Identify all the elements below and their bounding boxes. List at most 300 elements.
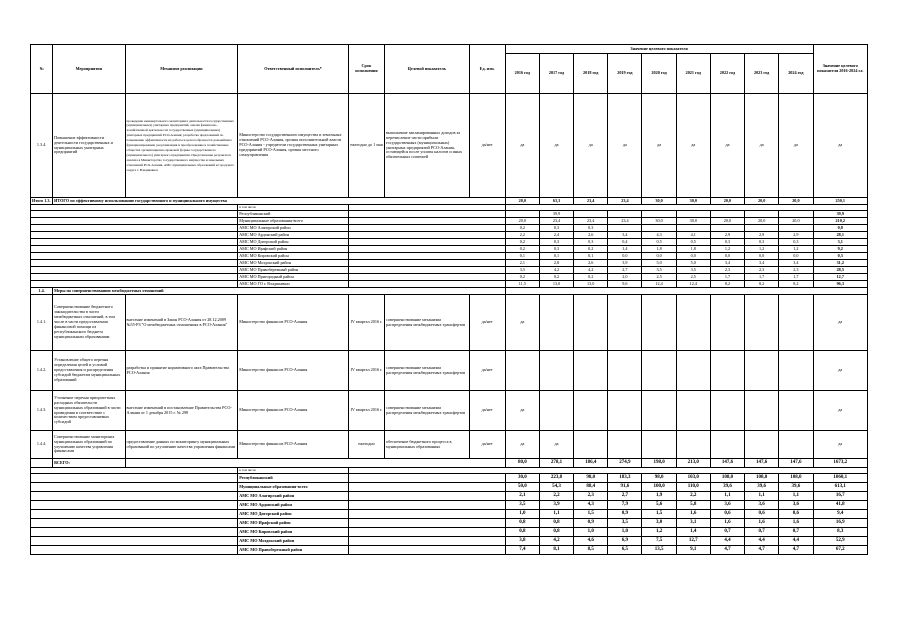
indicator-text: совершенствование механизма распределения межбюджетных трансфертов xyxy=(385,351,469,391)
term-text: IV квартал 2016 г. xyxy=(348,391,384,431)
breakdown-name: АМС МО Алагирский район xyxy=(238,225,349,232)
empty-cell xyxy=(348,232,505,239)
value-cell: 20,0 xyxy=(779,218,813,225)
value-cell: 3,5 xyxy=(505,501,539,510)
breakdown-row xyxy=(31,546,868,555)
value-cell: 0,3 xyxy=(539,225,573,232)
value-cell: 2,9 xyxy=(779,232,813,239)
value-cell xyxy=(642,351,676,391)
year-header-8: 2024 год xyxy=(779,54,813,94)
year-header-7: 2023 год xyxy=(745,54,779,94)
empty-cell xyxy=(348,218,505,225)
empty-cell xyxy=(31,546,238,555)
mechanism-text: внесение изменений в Закон РСО-Алания от 28.12.2009 №55-РЗ "О межбюджетных отношениях в РСО-Алания" xyxy=(125,295,238,351)
value-cell: 147,6 xyxy=(779,459,813,468)
value-cell xyxy=(676,351,710,391)
total-cell: 0,3 xyxy=(813,253,868,260)
value-cell: 1,1 xyxy=(539,510,573,519)
value-cell: да xyxy=(539,431,573,459)
value-cell: 2,7 xyxy=(608,492,642,501)
value-cell: 4,2 xyxy=(539,537,573,546)
value-cell: 8,1 xyxy=(539,546,573,555)
value-cell: да xyxy=(539,94,573,198)
unit-text: да/нет xyxy=(469,431,505,459)
value-cell: 4,4 xyxy=(779,537,813,546)
breakdown-name: АМС МО Моздокский район xyxy=(238,260,349,267)
value-cell: 2,6 xyxy=(574,232,608,239)
empty-cell xyxy=(505,288,867,295)
value-cell: 13,5 xyxy=(642,546,676,555)
value-cell: да xyxy=(505,391,539,431)
total-cell: 52,9 xyxy=(813,537,868,546)
empty-cell xyxy=(348,546,505,555)
value-cell: 1,0 xyxy=(608,528,642,537)
value-cell: 1,9 xyxy=(642,492,676,501)
empty-cell xyxy=(348,528,505,537)
value-cell: 5,6 xyxy=(642,501,676,510)
total-cell: 16,9 xyxy=(813,519,868,528)
empty-cell xyxy=(348,281,505,288)
value-cell: 2,2 xyxy=(505,232,539,239)
total-cell: 28,5 xyxy=(813,267,868,274)
total-cell: 3,1 xyxy=(813,239,868,246)
breakdown-row xyxy=(31,501,868,510)
value-cell: 3,9 xyxy=(539,501,573,510)
year-header-3: 2019 год xyxy=(608,54,642,94)
value-cell: 1,5 xyxy=(574,510,608,519)
breakdown-name: АМС МО ГО г. Владикавказ xyxy=(238,281,349,288)
col-header-unit: Ед. изм. xyxy=(469,45,505,94)
empty-cell xyxy=(31,459,53,468)
row-number: 1.4.2. xyxy=(31,351,53,391)
total-cell: да xyxy=(813,391,868,431)
executor-text: Министерство финансов РСО-Алания xyxy=(238,391,349,431)
value-cell: 0,2 xyxy=(505,225,539,232)
value-cell xyxy=(608,295,642,351)
value-cell: 0,6 xyxy=(779,510,813,519)
empty-cell xyxy=(31,281,238,288)
value-cell xyxy=(745,391,779,431)
empty-cell xyxy=(31,246,238,253)
year-header-6: 2022 год xyxy=(710,54,744,94)
value-cell: 0,1 xyxy=(539,253,573,260)
empty-cell xyxy=(125,459,505,468)
breakdown-name: АМС МО Моздокский район xyxy=(238,537,349,546)
value-cell: 0,3 xyxy=(779,239,813,246)
value-cell: 4,6 xyxy=(574,537,608,546)
value-cell: 0,6 xyxy=(745,510,779,519)
value-cell: 9,6 xyxy=(608,281,642,288)
value-cell: 108,0 xyxy=(710,474,744,483)
breakdown-name: Муниципальные образования-всего xyxy=(238,218,349,225)
empty-cell xyxy=(31,253,238,260)
measure-text: Совершенствование мониторинга муниципальных образований по улучшению качества управления финансами xyxy=(53,431,125,459)
value-cell: 0,2 xyxy=(505,246,539,253)
value-cell: 39,6 xyxy=(779,483,813,492)
value-cell: 12,4 xyxy=(676,281,710,288)
value-cell: 3,5 xyxy=(505,267,539,274)
col-header-total: Значение целевого показателя 2016-2024 г.г. xyxy=(813,45,868,94)
value-cell: 0,1 xyxy=(505,253,539,260)
value-cell: 11,5 xyxy=(505,281,539,288)
value-cell: 1,6 xyxy=(710,519,744,528)
value-cell: 0,0 xyxy=(608,253,642,260)
total-cell: 12,7 xyxy=(813,274,868,281)
measure-text: Уточнение перечня приоритетных расходных обязательств муниципальных образований в части приведения в соответствие с количеством предоставляемых субсидий xyxy=(53,391,125,431)
value-cell: 2,0 xyxy=(608,274,642,281)
breakdown-row xyxy=(31,510,868,519)
value-cell xyxy=(608,351,642,391)
mechanism-text: разработка и принятие нормативного акта Правительства РСО-Алания xyxy=(125,351,238,391)
value-cell: 6,9 xyxy=(608,537,642,546)
value-cell: 1,2 xyxy=(642,528,676,537)
breakdown-row xyxy=(31,274,868,281)
value-cell xyxy=(642,431,676,459)
value-cell: 1,0 xyxy=(574,528,608,537)
value-cell: 12,7 xyxy=(676,537,710,546)
value-cell: 30,0 xyxy=(676,218,710,225)
empty-cell xyxy=(348,260,505,267)
value-cell xyxy=(574,211,608,218)
term-text: IV квартал 2016 г. xyxy=(348,295,384,351)
value-cell xyxy=(642,391,676,431)
breakdown-row xyxy=(31,211,868,218)
executor-text: Министерство финансов РСО-Алания xyxy=(238,351,349,391)
itog-label: ИТОГО по эффективному использованию государственного и муниципального имущества xyxy=(53,198,506,205)
value-cell: 3,6 xyxy=(710,501,744,510)
value-cell xyxy=(574,351,608,391)
year-header-0: 2016 год xyxy=(505,54,539,94)
value-cell: 1,2 xyxy=(779,246,813,253)
breakdown-row xyxy=(31,267,868,274)
value-cell: 223,8 xyxy=(539,474,573,483)
breakdown-name: АМС МО Ирафский район xyxy=(238,519,349,528)
value-cell xyxy=(642,211,676,218)
empty-cell xyxy=(31,274,238,281)
value-cell: 147,6 xyxy=(745,459,779,468)
value-cell: 13,0 xyxy=(574,281,608,288)
value-cell xyxy=(608,225,642,232)
value-cell: 3,8 xyxy=(505,537,539,546)
value-cell xyxy=(710,225,744,232)
total-cell: 9,4 xyxy=(813,510,868,519)
inc-label: в том числе xyxy=(238,205,349,211)
value-cell: 3,1 xyxy=(676,519,710,528)
value-cell: 4,1 xyxy=(676,232,710,239)
empty-cell xyxy=(31,474,238,483)
value-cell: 2,7 xyxy=(608,267,642,274)
value-cell: 4,3 xyxy=(642,232,676,239)
value-cell: да xyxy=(710,94,744,198)
row-number: 1.3.4. xyxy=(31,94,53,198)
breakdown-row xyxy=(31,232,868,239)
term-text: ежегодно до 1 мая xyxy=(348,94,384,198)
value-cell: 1,7 xyxy=(745,274,779,281)
mechanism-text: внесение изменений в постановление Правительства РСО-Алания от 1 декабря 2015 г. № 298 xyxy=(125,391,238,431)
value-cell: 2,8 xyxy=(539,260,573,267)
empty-cell xyxy=(31,239,238,246)
value-cell: 7,5 xyxy=(642,537,676,546)
value-cell: 4,7 xyxy=(745,546,779,555)
breakdown-row xyxy=(31,260,868,267)
inc-label: в том числе xyxy=(238,468,349,474)
value-cell: 1,7 xyxy=(710,274,744,281)
value-cell: 274,9 xyxy=(608,459,642,468)
value-cell: 39,6 xyxy=(745,483,779,492)
value-cell: 1,4 xyxy=(608,246,642,253)
value-cell: 39,9 xyxy=(539,211,573,218)
value-cell: 0,7 xyxy=(710,528,744,537)
value-cell: 3,5 xyxy=(642,267,676,274)
value-cell xyxy=(710,431,744,459)
value-cell: 2,2 xyxy=(539,492,573,501)
value-cell: 3,4 xyxy=(608,232,642,239)
breakdown-row xyxy=(31,225,868,232)
value-cell: да xyxy=(574,94,608,198)
value-cell: 4,4 xyxy=(710,537,744,546)
value-cell: 20,0 xyxy=(745,198,779,205)
year-header-2: 2018 год xyxy=(574,54,608,94)
value-cell: 0,5 xyxy=(642,239,676,246)
section-number: 1.4. xyxy=(31,288,53,295)
value-cell: 3,9 xyxy=(608,260,642,267)
value-cell: 2,5 xyxy=(676,274,710,281)
empty-cell xyxy=(31,519,238,528)
value-cell: 23,4 xyxy=(608,198,642,205)
total-cell: 9,2 xyxy=(813,246,868,253)
value-cell: 5,0 xyxy=(676,260,710,267)
col-header-indicator: Целевой показатель xyxy=(385,45,469,94)
breakdown-row xyxy=(31,474,868,483)
empty-cell xyxy=(31,260,238,267)
value-cell: 3,4 xyxy=(779,260,813,267)
breakdown-row xyxy=(31,528,868,537)
value-cell: 4,7 xyxy=(710,546,744,555)
empty-cell xyxy=(348,537,505,546)
breakdown-row xyxy=(31,246,868,253)
total-cell: 210,2 xyxy=(813,218,868,225)
document-page xyxy=(30,44,868,555)
value-cell: 5,8 xyxy=(676,501,710,510)
measure-row xyxy=(31,295,868,351)
value-cell: 0,4 xyxy=(608,239,642,246)
value-cell xyxy=(779,351,813,391)
mechanism-text: проведение ежеквартального мониторинга деятельности государственных (муниципальных) унитарных предприятий, анализ финансово-хозяйственной деятельности государственных (муниципальных) унитарных предприятий РСО-Алания; разработка предложений по повышению эффективности их работы и целесообразности дальнейшего функционирования; реорганизация и преобразование в хозяйственные общества организационно-правовой формы государственного (муниципального) унитарного предприятия. Представление результатов анализа в Министерство государственного имущества и земельных отношений РСО-Алания, АМС муниципальных образований и городского округа г. Владикавказ xyxy=(125,94,238,198)
value-cell: 2,3 xyxy=(574,492,608,501)
value-cell: 5,0 xyxy=(642,260,676,267)
value-cell: 3,6 xyxy=(779,501,813,510)
value-cell xyxy=(608,391,642,431)
value-cell: 0,7 xyxy=(779,528,813,537)
value-cell: 4,2 xyxy=(574,267,608,274)
breakdown-name: АМС МО Дигорский район xyxy=(238,239,349,246)
empty-cell xyxy=(31,225,238,232)
value-cell: 1,6 xyxy=(676,510,710,519)
total-cell: 41,8 xyxy=(813,501,868,510)
value-cell xyxy=(642,295,676,351)
value-cell: 0,2 xyxy=(574,274,608,281)
executor-text: Министерство финансов РСО-Алания xyxy=(238,295,349,351)
value-cell: 2,2 xyxy=(676,492,710,501)
value-cell: 3,0 xyxy=(642,519,676,528)
measure-text: Установление общего перечня определения целей и условий предоставления и распределения субсидий бюджетам муниципальных образований xyxy=(53,351,125,391)
row-number: 1.4.3. xyxy=(31,391,53,431)
value-cell: 7,4 xyxy=(505,546,539,555)
value-cell xyxy=(505,211,539,218)
total-cell: 613,1 xyxy=(813,483,868,492)
value-cell: 198,0 xyxy=(642,459,676,468)
value-cell: 20,0 xyxy=(505,198,539,205)
executor-text: Министерство финансов РСО-Алания xyxy=(238,431,349,459)
empty-cell xyxy=(31,537,238,546)
value-cell: 0,0 xyxy=(676,253,710,260)
value-cell xyxy=(779,295,813,351)
value-cell: 0,2 xyxy=(539,274,573,281)
value-cell: 30,0 xyxy=(676,198,710,205)
breakdown-name: АМС МО Кировский район xyxy=(238,253,349,260)
value-cell: 12,4 xyxy=(642,281,676,288)
value-cell: 50,0 xyxy=(505,483,539,492)
value-cell: 0,5 xyxy=(676,239,710,246)
value-cell: 0,8 xyxy=(505,528,539,537)
value-cell: 1,5 xyxy=(642,510,676,519)
value-cell xyxy=(710,211,744,218)
value-cell xyxy=(710,351,744,391)
value-cell xyxy=(779,225,813,232)
value-cell: 0,2 xyxy=(505,239,539,246)
value-cell: 0,2 xyxy=(574,246,608,253)
value-cell: 0,2 xyxy=(505,274,539,281)
measures-table xyxy=(30,44,868,555)
value-cell: 0,6 xyxy=(710,510,744,519)
value-cell: да xyxy=(505,295,539,351)
vsego-label: ВСЕГО: xyxy=(53,459,125,468)
value-cell xyxy=(539,295,573,351)
empty-cell xyxy=(348,267,505,274)
total-cell: 250,1 xyxy=(813,198,868,205)
value-cell: да xyxy=(505,94,539,198)
value-cell: 0,3 xyxy=(574,225,608,232)
value-cell: 1,1 xyxy=(745,492,779,501)
value-cell: 278,1 xyxy=(539,459,573,468)
value-cell xyxy=(539,351,573,391)
value-cell: 1,0 xyxy=(505,510,539,519)
value-cell: 3,5 xyxy=(676,267,710,274)
empty-cell xyxy=(348,239,505,246)
value-cell: 6,5 xyxy=(608,546,642,555)
value-cell: 1,1 xyxy=(710,492,744,501)
empty-cell xyxy=(348,246,505,253)
value-cell: 8,5 xyxy=(574,546,608,555)
empty-cell xyxy=(31,501,238,510)
value-cell: 2,3 xyxy=(779,267,813,274)
value-cell: 147,6 xyxy=(710,459,744,468)
value-cell: 0,0 xyxy=(779,253,813,260)
value-cell: 1,8 xyxy=(642,246,676,253)
value-cell xyxy=(574,431,608,459)
value-cell: 0,0 xyxy=(745,253,779,260)
value-cell xyxy=(505,351,539,391)
breakdown-name: АМС МО Дигорский район xyxy=(238,510,349,519)
year-header-5: 2021 год xyxy=(676,54,710,94)
value-cell: 4,7 xyxy=(779,546,813,555)
value-cell: 4,2 xyxy=(539,267,573,274)
total-cell: 8,3 xyxy=(813,528,868,537)
row-number: 1.4.1. xyxy=(31,295,53,351)
value-cell: 0,3 xyxy=(539,239,573,246)
col-header-measures: Мероприятия xyxy=(53,45,125,94)
value-cell: 8,2 xyxy=(745,281,779,288)
term-text: ежегодно xyxy=(348,431,384,459)
value-cell: 80,0 xyxy=(505,459,539,468)
value-cell: 23,4 xyxy=(574,218,608,225)
value-cell xyxy=(745,225,779,232)
value-cell: 3,4 xyxy=(745,260,779,267)
total-cell: да xyxy=(813,94,868,198)
value-cell: 1,7 xyxy=(779,274,813,281)
empty-cell xyxy=(348,225,505,232)
empty-cell xyxy=(348,253,505,260)
breakdown-row xyxy=(31,483,868,492)
breakdown-name: Муниципальные образования-всего xyxy=(238,483,349,492)
indicator-text: обеспечение бюджетного процесса в муниципальных образованиях xyxy=(385,431,469,459)
value-cell xyxy=(779,211,813,218)
value-cell: 98,0 xyxy=(574,474,608,483)
value-cell: 20,0 xyxy=(710,198,744,205)
breakdown-name: АМС МО Ардонский район xyxy=(238,232,349,239)
col-header-term: Срок исполнения xyxy=(348,45,384,94)
value-cell: 2,9 xyxy=(745,232,779,239)
breakdown-name: Республиканский xyxy=(238,474,349,483)
row-number: Итого 1.3. xyxy=(31,198,53,205)
value-cell xyxy=(745,211,779,218)
value-cell: 23,4 xyxy=(574,198,608,205)
empty-cell xyxy=(31,483,238,492)
measure-row xyxy=(31,431,868,459)
total-cell: да xyxy=(813,295,868,351)
value-cell: 2,1 xyxy=(505,260,539,267)
value-cell: 3,5 xyxy=(608,519,642,528)
empty-cell xyxy=(348,510,505,519)
value-cell xyxy=(608,431,642,459)
total-cell: 1060,1 xyxy=(813,474,868,483)
breakdown-name: АМС МО Алагирский район xyxy=(238,492,349,501)
section-1-4-row xyxy=(31,288,868,295)
value-cell xyxy=(676,295,710,351)
value-cell: 30,0 xyxy=(642,198,676,205)
col-header-no: № xyxy=(31,45,53,94)
value-cell: 13,0 xyxy=(539,281,573,288)
value-cell: 3,6 xyxy=(745,501,779,510)
value-cell xyxy=(608,211,642,218)
value-cell xyxy=(779,391,813,431)
value-cell: 0,9 xyxy=(574,519,608,528)
total-cell: да xyxy=(813,431,868,459)
empty-cell xyxy=(31,267,238,274)
empty-cell xyxy=(31,492,238,501)
value-cell: 2,3 xyxy=(745,267,779,274)
value-cell xyxy=(676,225,710,232)
term-text: IV квартал 2016 г. xyxy=(348,351,384,391)
value-cell: 4,3 xyxy=(574,501,608,510)
executor-text: Министерство государственного имущества и земельных отношений РСО-Алания, органы исполнительной власти РСО-Алания - учредители государственных унитарных предприятий РСО-Алания, органы местного самоуправления xyxy=(238,94,349,198)
breakdown-name: АМС МО Кировский район xyxy=(238,528,349,537)
empty-cell xyxy=(31,528,238,537)
value-cell xyxy=(642,225,676,232)
unit-text: да/нет xyxy=(469,94,505,198)
breakdown-row xyxy=(31,218,868,225)
breakdown-name: АМС МО Пригородный район xyxy=(238,274,349,281)
